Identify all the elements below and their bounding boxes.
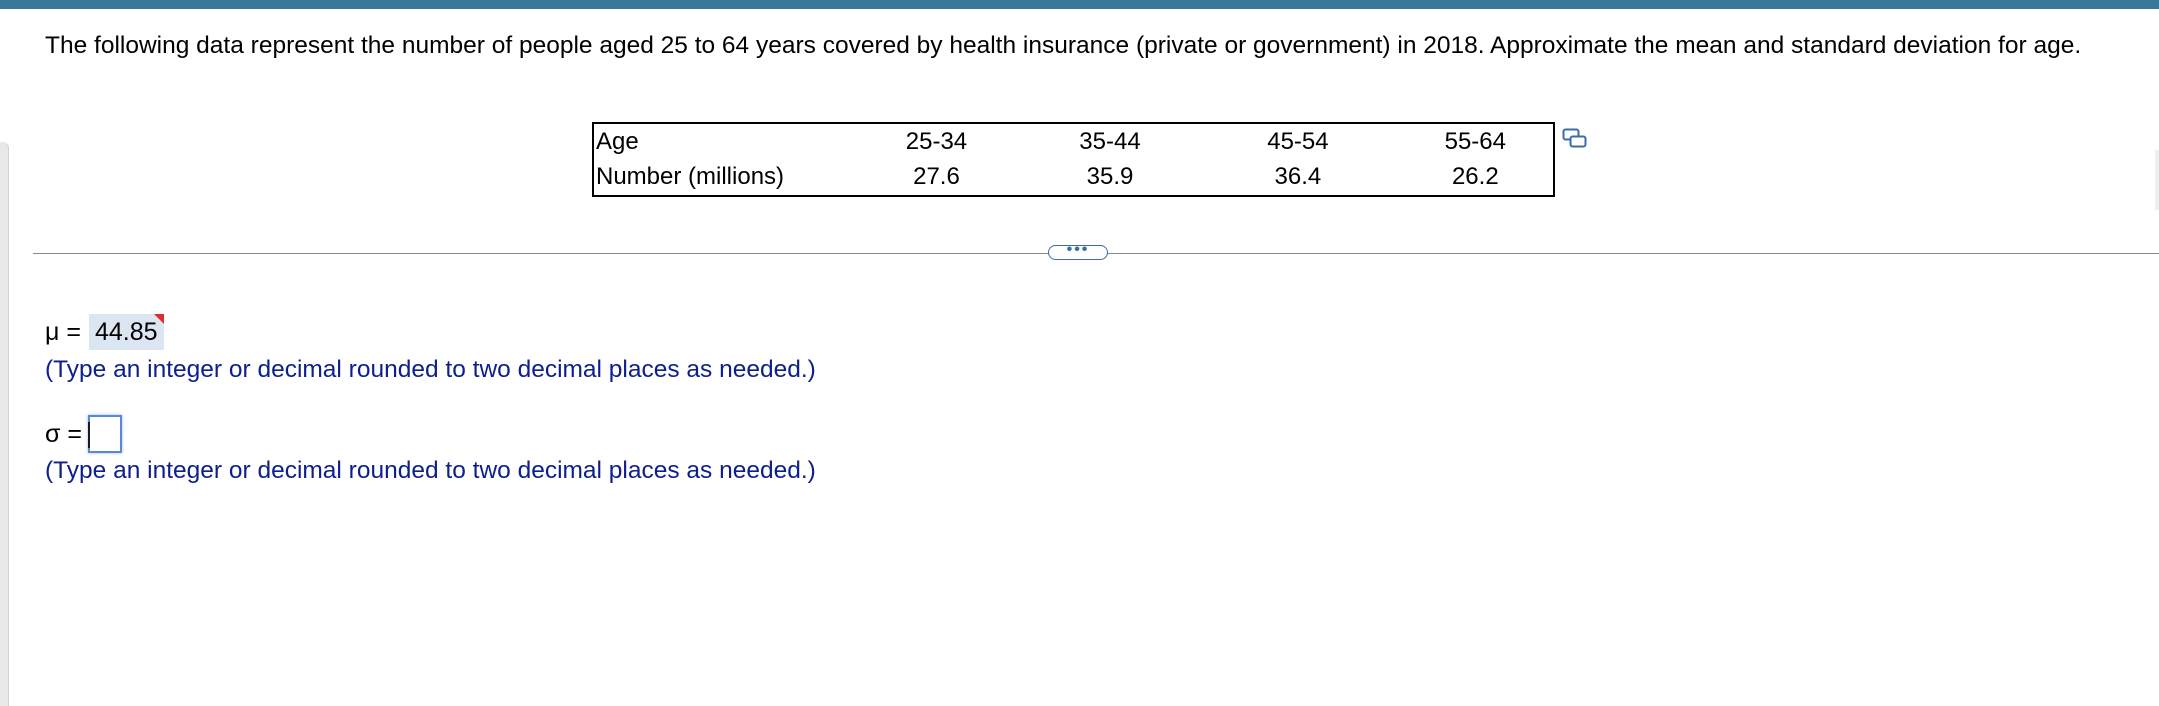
row-header-age: Age <box>596 127 639 155</box>
age-cell: 25-34 <box>905 127 968 155</box>
copy-data-icon[interactable] <box>1562 128 1588 150</box>
mu-label: μ = <box>45 317 81 346</box>
mu-hint: (Type an integer or decimal rounded to two decimal places as needed.) <box>45 356 816 383</box>
mean-answer-row <box>45 314 164 350</box>
number-cell: 27.6 <box>913 163 960 191</box>
sigma-input[interactable] <box>88 415 122 453</box>
mu-value: 44.85 <box>94 318 158 346</box>
number-cell: 36.4 <box>1274 163 1322 191</box>
expand-button[interactable]: ••• <box>1048 245 1108 260</box>
left-panel-edge <box>0 142 9 706</box>
sigma-hint: (Type an integer or decimal rounded to two decimal places as needed.) <box>45 457 816 484</box>
data-table <box>592 122 1555 197</box>
number-cell: 35.9 <box>1086 163 1134 191</box>
sigma-label: σ = <box>45 419 82 448</box>
age-cell: 35-44 <box>1079 127 1141 155</box>
question-text: The following data represent the number of people aged 25 to 64 years covered by health insurance (private or government) in 2018. Approximate the mean and standard deviation for age. <box>45 32 2082 59</box>
row-header-number: Number (millions) <box>596 163 785 191</box>
age-cell: 45-54 <box>1267 127 1329 155</box>
scrollbar[interactable] <box>2155 150 2159 210</box>
number-cell: 26.2 <box>1451 163 1499 191</box>
mu-answer-field[interactable] <box>89 314 164 350</box>
text-caret <box>88 422 90 448</box>
table-row <box>593 160 1554 197</box>
top-accent-bar <box>0 0 2159 9</box>
age-cell: 55-64 <box>1444 127 1506 155</box>
incorrect-flag-icon <box>154 314 164 324</box>
table-row <box>593 123 1554 160</box>
std-dev-answer-row <box>45 414 122 454</box>
